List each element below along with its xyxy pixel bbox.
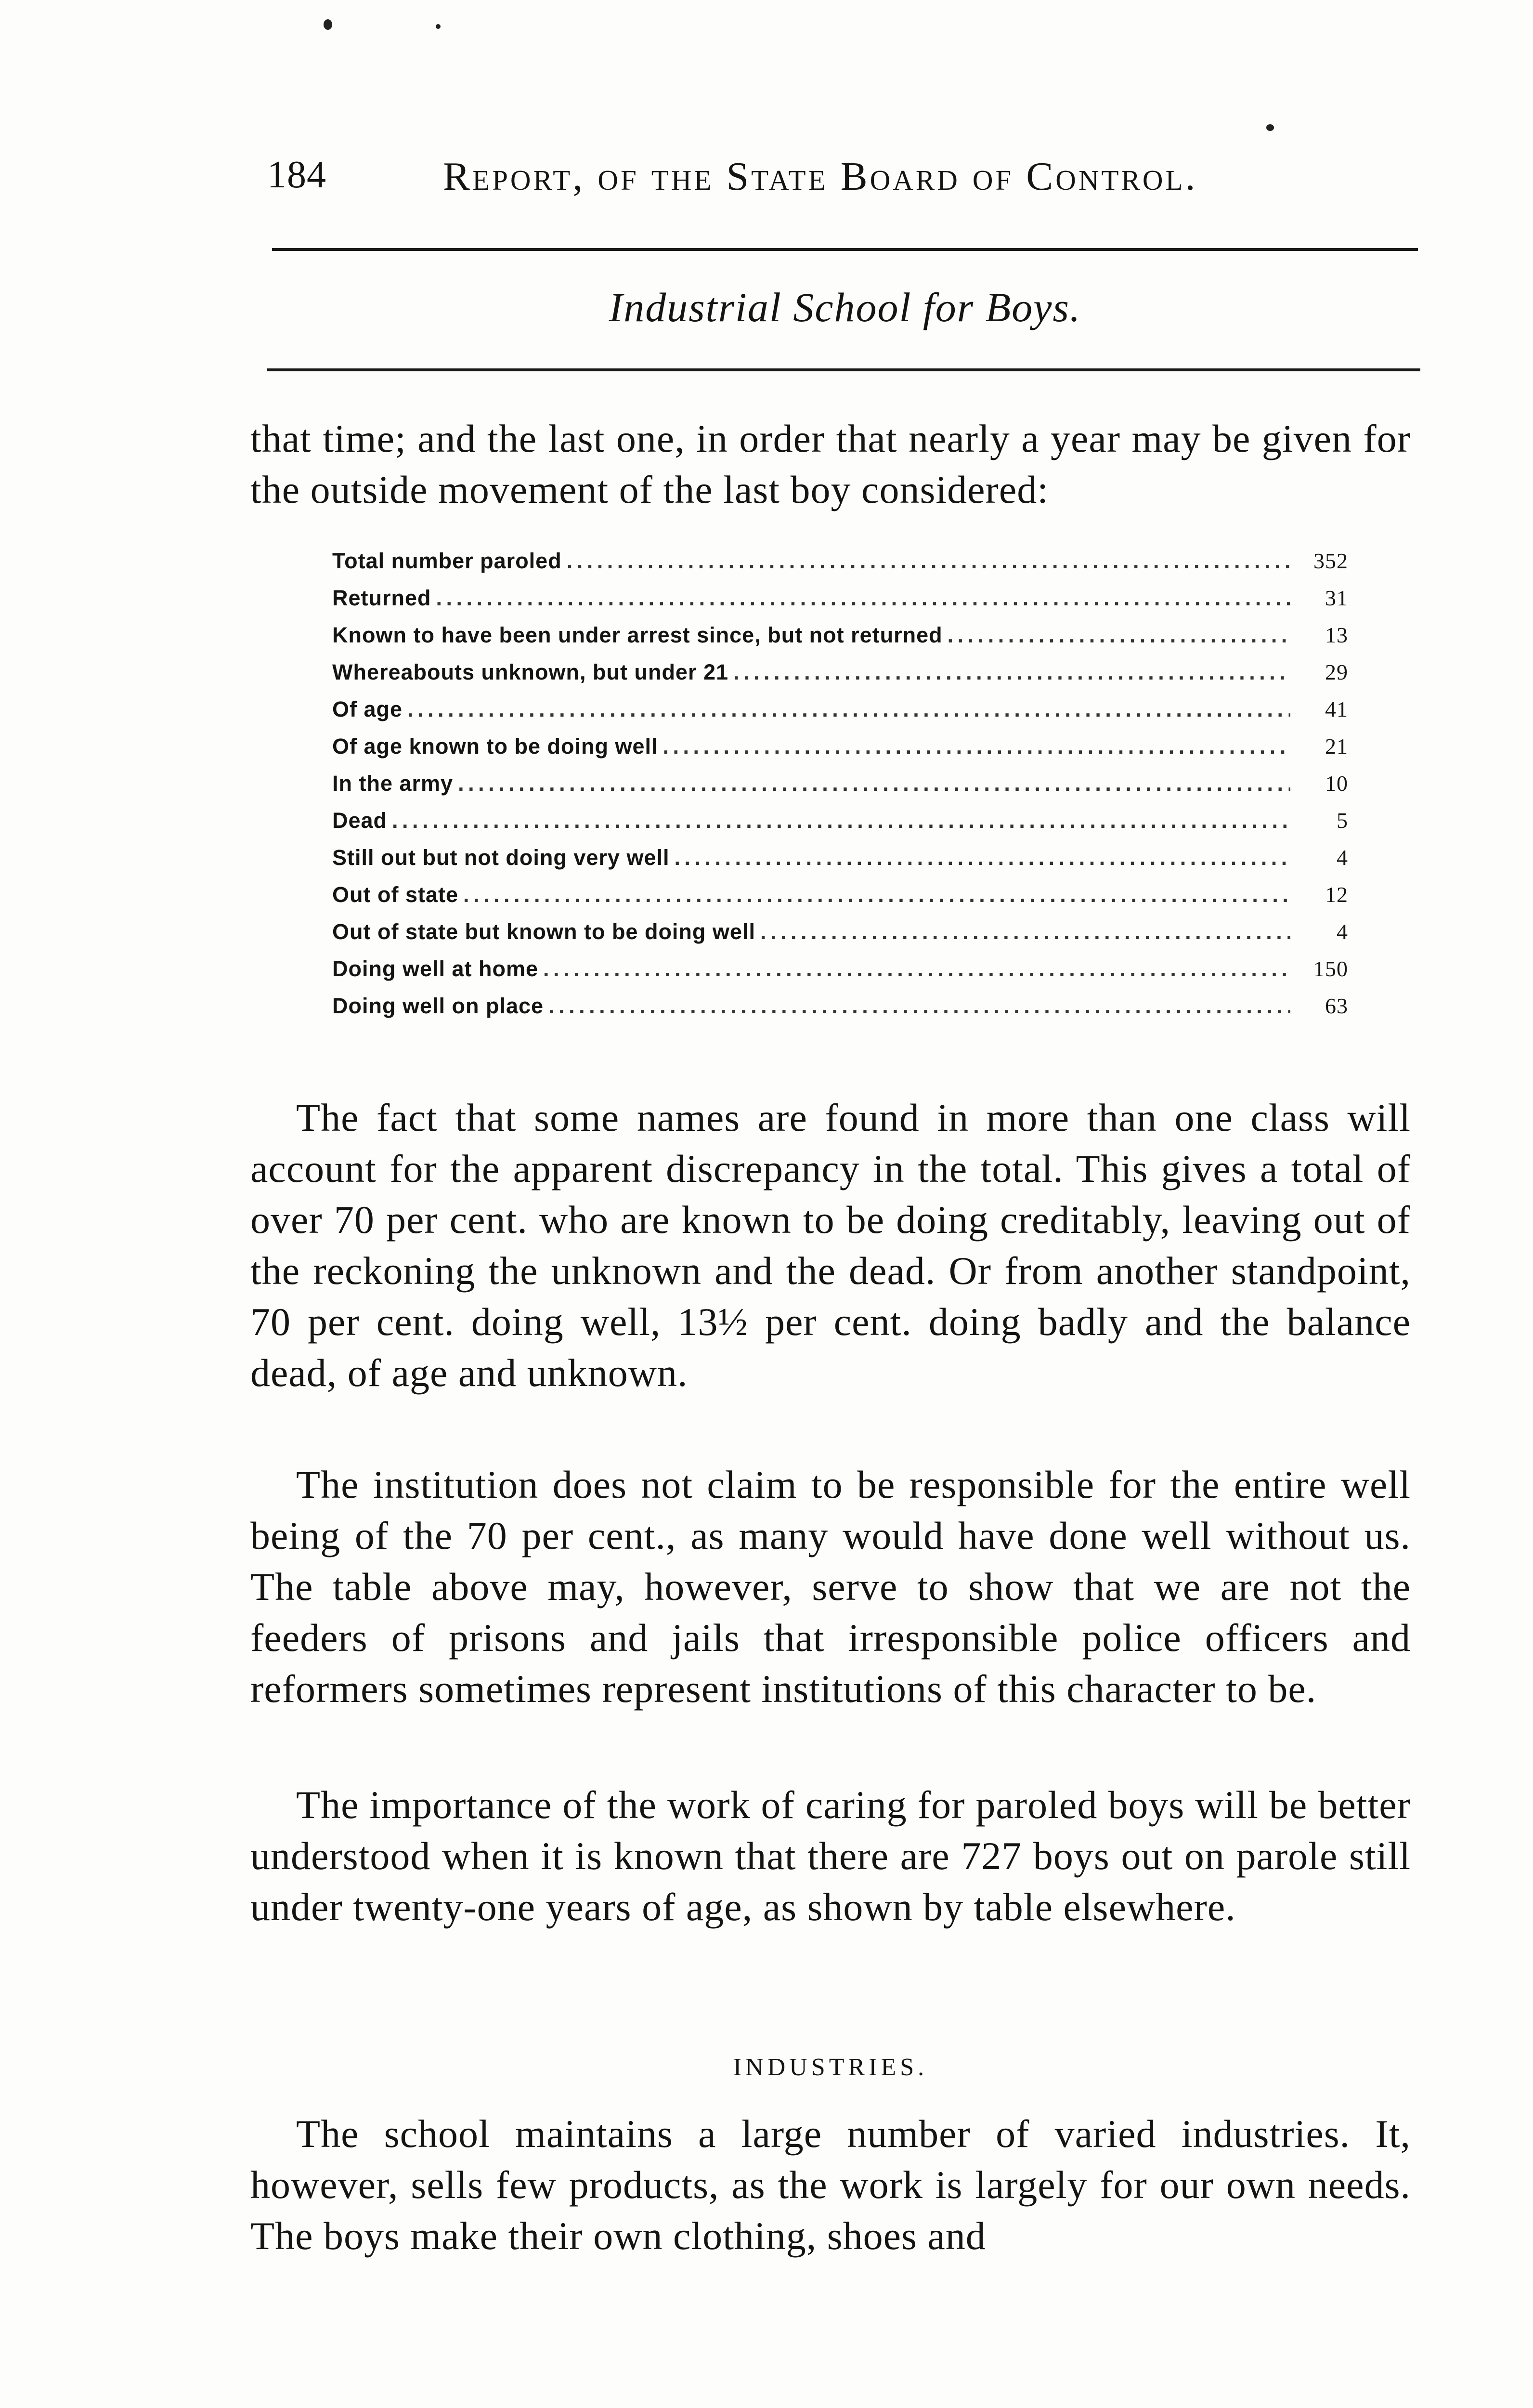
stat-row	[332, 548, 1348, 585]
stat-value: 10	[1325, 771, 1348, 796]
body-paragraph: The institution does not claim to be responsible for the entire well being of the 70 per cent., as many would have done well without us. The table above may, however, serve to show that we are not the feeders of prisons and jails that irresponsible police officers and reformers sometimes represent institutions of this character to be.	[250, 1463, 1411, 1711]
stat-label: Dead	[332, 808, 388, 833]
leader-dots	[675, 845, 1291, 870]
stat-value: 5	[1337, 808, 1348, 833]
scan-speck	[324, 19, 332, 30]
stat-label: Out of state	[332, 882, 459, 907]
intro-paragraph: that time; and the last one, in order that nearly a year may be given for the outside movement of the last boy considered:	[250, 417, 1411, 511]
stat-row	[332, 659, 1348, 696]
stat-value: 41	[1325, 697, 1348, 721]
leader-dots	[760, 919, 1290, 944]
body-paragraph: The fact that some names are found in more than one class will account for the apparent discrepancy in the total. This gives a total of over 70 per cent. who are known to be doing creditably, leaving out of the reckoning the unknown and the dead. Or from another standpoint, 70 per cent. doing well, 13½ per cent. doing badly and the balance dead, of age and unknown.	[250, 1096, 1411, 1395]
stat-row	[332, 845, 1348, 882]
leader-dots	[663, 734, 1290, 759]
stat-value: 12	[1325, 882, 1348, 907]
header-rule-top	[272, 248, 1418, 251]
leader-dots	[733, 660, 1290, 685]
parole-statistics-table	[332, 548, 1348, 1030]
body-paragraph: The importance of the work of caring for paroled boys will be better understood when it is known that there are 727 boys out on parole still under twenty-one years of age, as shown by table elsewhere.	[250, 1783, 1411, 1929]
stat-row	[332, 696, 1348, 733]
stat-label: In the army	[332, 771, 454, 796]
header-rule-bottom	[267, 368, 1420, 371]
stat-row	[332, 808, 1348, 845]
stat-value: 21	[1325, 734, 1348, 759]
section-subheading: Industrial School for Boys.	[609, 284, 1081, 330]
leader-dots	[436, 586, 1290, 611]
closing-paragraph: The school maintains a large number of varied industries. It, however, sells few products, as the work is largely for our own needs. The boys make their own clothing, shoes and	[250, 2112, 1411, 2258]
stat-row	[332, 993, 1348, 1030]
stat-label: Doing well on place	[332, 994, 544, 1018]
stat-row	[332, 622, 1348, 659]
stat-row	[332, 733, 1348, 771]
running-head	[267, 153, 1302, 206]
stat-row	[332, 882, 1348, 919]
leader-dots	[567, 549, 1290, 574]
stat-label: Known to have been under arrest since, but not returned	[332, 623, 943, 647]
stat-label: Still out but not doing very well	[332, 845, 670, 870]
scan-speck	[1266, 124, 1274, 131]
stat-value: 150	[1313, 956, 1348, 981]
stat-row	[332, 919, 1348, 956]
stat-label: Total number paroled	[332, 549, 562, 573]
stat-row	[332, 585, 1348, 622]
stat-value: 13	[1325, 623, 1348, 647]
stat-value: 4	[1337, 845, 1348, 870]
stat-row	[332, 956, 1348, 993]
leader-dots	[548, 994, 1290, 1019]
stat-label: Of age known to be doing well	[332, 734, 658, 759]
stat-value: 352	[1313, 549, 1348, 573]
stat-label: Of age	[332, 697, 403, 721]
stat-label: Out of state but known to be doing well	[332, 919, 755, 944]
stat-value: 63	[1325, 994, 1348, 1018]
leader-dots	[543, 956, 1290, 982]
stat-value: 29	[1325, 660, 1348, 684]
stat-label: Returned	[332, 586, 431, 610]
section-heading: INDUSTRIES.	[733, 2054, 928, 2081]
stat-value: 31	[1325, 586, 1348, 610]
scan-speck	[436, 24, 441, 29]
stat-value: 4	[1337, 919, 1348, 944]
leader-dots	[392, 808, 1290, 833]
stat-label: Doing well at home	[332, 956, 539, 981]
stat-row	[332, 771, 1348, 808]
stat-label: Whereabouts unknown, but under 21	[332, 660, 729, 684]
leader-dots	[458, 771, 1290, 796]
page-number: 184	[267, 154, 326, 196]
leader-dots	[407, 697, 1290, 722]
leader-dots	[463, 882, 1290, 907]
running-head-title: Report, of the State Board of Control.	[443, 154, 1198, 199]
leader-dots	[948, 623, 1290, 648]
